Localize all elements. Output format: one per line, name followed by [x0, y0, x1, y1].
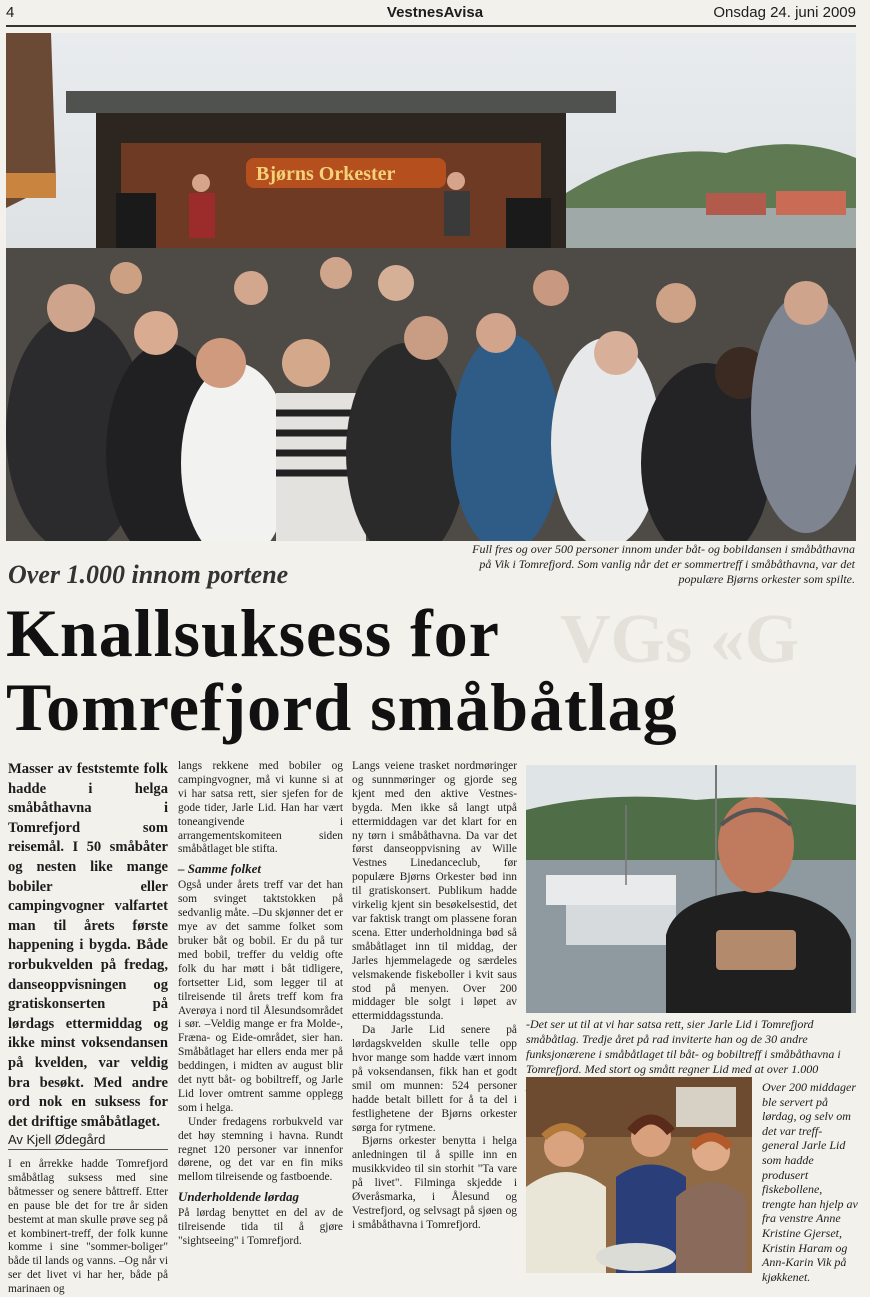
col2-paragraph-1: langs rekkene med bobiler og campingvogner, må vi kunne si at vi har satsa rett, sier sjefen for de gode tider, Jarle Lid. Han har vært toneangivende i arrangementskomiteen siden småbåtlaget ble stifta.: [178, 760, 343, 856]
photo-caption-kitchen: Over 200 middager ble servert på lørdag, og selv om det var treff-general Jarle Lid som hadde produsert fiskebollene, trengte han hjelp av fra venstre Anne Kristine Gjerset, Kristin Haram og Ann-Karin Vik på kjøkkenet.: [762, 1080, 858, 1284]
photo-caption-jarle-lid: -Det ser ut til at vi har satsa rett, sier Jarle Lid i Tomrefjord småbåtlag. Tredje året på rad inviterte han og de 30 andre funksjonærene i småbåtlaget til båt- og bobiltreff i småbåthavna i Tomrefjord. Med stort og smått regner Lid med at over 1.000: [526, 1017, 841, 1076]
col2-paragraph-4: På lørdag benyttet en del av de tilreisende tida til å gjøre "sightseeing" i Tomrefjord.: [178, 1207, 343, 1248]
article-column-3: [352, 760, 517, 1233]
col2-paragraph-3: Under fredagens rorbukveld var det høy stemning i havna. Rundt regnet 120 personer var innenfor dørene, og det var en fin miks mellom tilreisende og fastboende.: [178, 1115, 343, 1184]
article-column-1: [8, 1158, 168, 1297]
dance-crowd-photo: [6, 33, 856, 541]
headline-line-2: Tomrefjord småbåtlag: [6, 669, 678, 746]
col3-paragraph-2: Da Jarle Lid senere på lørdagskvelden skulle telle opp hvor mange som hadde vært innom på voksendansen, fikk han et godt smil om munnen: 524 personer hadde betalt billett for å ta del i festlighetene der Bjørns orkester sørga for rytmene.: [352, 1024, 517, 1134]
subheading-underholdende-lordag: Underholdende lørdag: [178, 1189, 299, 1205]
byline: Av Kjell Ødegård: [8, 1132, 168, 1150]
kitchen-helpers-photo: [526, 1077, 752, 1273]
col2-paragraph-2: Også under årets treff var det han som svinget taktstokken på sedvanlig måte. –Du skjønner det er mye av det samme folket som bruker båt og bobil. Er du på tur med bobil, treffer du veldig ofte folk du har møtt i båt tidligere, fortsetter Lid, som legger til at tilreisende til årets treff kom fra Averøya i nord til Ålesundsområdet i sør. –Veldig mange er fra Molde-, Fræna- og Eide-området, sier han. Småbåtlaget har ellers enda mer på beddingen, i midten av august blir det nytt båt- og bobiltreff, og Jarle Lid lover omtrent samme opplegg som i helga.: [178, 879, 343, 1114]
page-number: 4: [6, 4, 15, 21]
article-column-2: [178, 760, 343, 1249]
jarle-lid-photo: [526, 765, 856, 1013]
page-header: [0, 0, 870, 28]
col3-paragraph-3: Bjørns orkester benytta i helga anledningen til å spille inn en musikkvideo til sin storhit "Ta vare på livet". Filminga skjedde i Øveråsmarka, i Ålesund og Vestrefjord, og selvsagt på sjøen og i småbåthavna i Tomrefjord.: [352, 1135, 517, 1231]
lead-paragraph: Masser av feststemte folk hadde i helga småbåthavna i Tomrefjord som reisemål. I 50 småbåter og nesten like mange bobiler eller campingvogner valfartet man til årets første happening i bygda. Både rorbukvelden på fredag, danseoppvisningen og gratiskonserten på lørdags ettermiddag og ikke minst voksendansen på kvelden, var veldig bra besøkt. Med andre ord nok en suksess for det driftige småbåtlaget.: [8, 761, 168, 1130]
headline: [6, 595, 856, 746]
newspaper-name: VestnesAvisa: [386, 4, 484, 21]
headline-line-1: Knallsuksess for: [6, 595, 500, 671]
photo-caption-main: Full fres og over 500 personer innom under båt- og bobildansen i småbåthavna på Vik i Tomrefjord. Som vanlig når det er sommertreff i småbåthavna, var det populære Bjørns orkester som spilte.: [472, 542, 855, 586]
col3-paragraph-1: Langs veiene trasket nordmøringer og sunnmøringer og gjorde seg kjent med den aktive Vestnes-bygda. Men ikke så langt utpå ettermiddagen var det klart for en ny tørn i småbåthavna. Da var det først danseoppvisning av Wille Vestnes Linedanceclub, før populære Bjørns Orkester bød inn til gratiskonsert. Publikum hadde virkelig kjent sin besøkelsestid, det var faktisk trangt om plassene foran scena. Etter underholdninga bød så småbåtlaget inn til middag, der Jarles hjemmelagede og særdeles velsmakende fiskeboller i kvit saus stod på menyen. Over 200 middager ble solgt i løpet av ettermiddagsstunda.: [352, 760, 517, 1023]
bleed-through-ghost: VGs «G: [560, 601, 800, 678]
subheading-samme-folket: – Samme folket: [178, 861, 262, 877]
band-sign: Bjørns Orkester: [256, 163, 396, 185]
col1-paragraph: I en årrekke hadde Tomrefjord småbåtlag suksess med sine båtmesser og senere båttreff. Etter en pause ble det for tre år siden bestemt at man skulle prøve seg på et kombinert-treff, der folk kunne komme i sine "sommer-boliger" både til lands og vanns. –Og når vi ser det livet vi har her, både på marinaen og: [8, 1158, 168, 1296]
issue-date: Onsdag 24. juni 2009: [713, 4, 856, 21]
kicker: Over 1.000 innom portene: [8, 560, 289, 589]
header-rule: [6, 25, 856, 27]
